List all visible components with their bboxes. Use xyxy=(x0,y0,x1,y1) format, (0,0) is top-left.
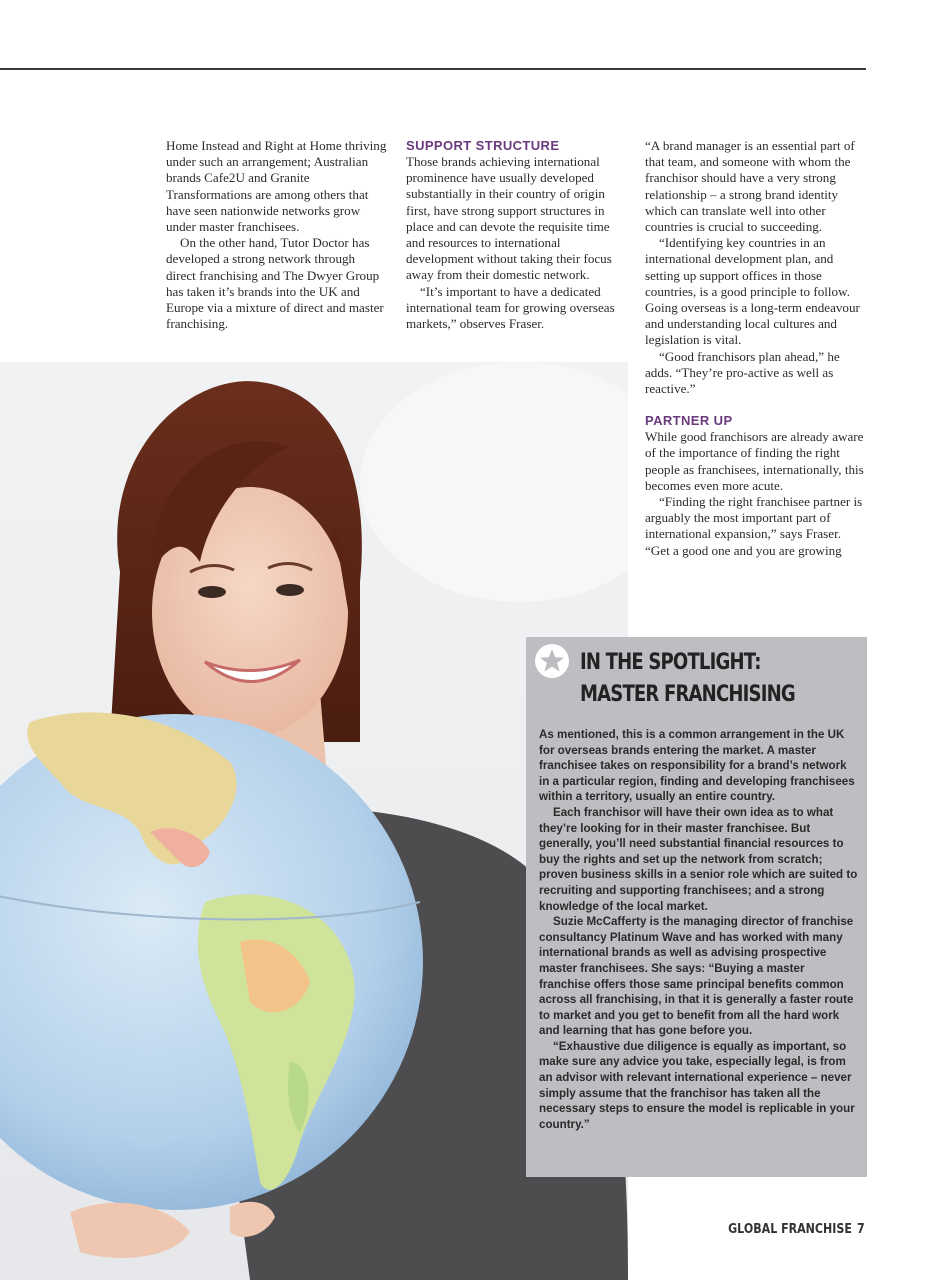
body-paragraph: “Finding the right franchisee partner is arguably the most important part of international expansion,” says Fraser. “Get a good one and you are growing xyxy=(645,494,863,558)
spotlight-box xyxy=(526,637,867,1177)
star-icon xyxy=(535,644,569,678)
body-paragraph: On the other hand, Tutor Doctor has developed a strong network through direct franchising and The Dwyer Group has taken it’s brands into the UK and Europe via a mixture of direct and master franchising. xyxy=(166,235,384,332)
spotlight-paragraph: Each franchisor will have their own idea as to what they’re looking for in their master franchisee. But generally, you’ll need substantial financial resources to buy the rights and set up the network from scratch; proven business skills in a senior role which are suited to recruiting and supporting franchisees; and a strong knowledge of the local market. xyxy=(539,805,858,913)
spotlight-title-line-1: IN THE SPOTLIGHT: xyxy=(580,650,761,675)
article-column-1 xyxy=(166,138,388,332)
page-footer xyxy=(728,1222,865,1237)
spotlight-title-line-2: MASTER FRANCHISING xyxy=(580,682,795,707)
body-paragraph: “Good franchisors plan ahead,” he adds. “They’re pro-active as well as reactive.” xyxy=(645,348,840,397)
body-paragraph: Home Instead and Right at Home thriving under such an arrangement; Australian brands Cafe2U and Granite Transformations are among others that have seen nationwide networks grow under master franchisees. xyxy=(166,138,387,235)
spotlight-body xyxy=(539,727,859,1132)
spotlight-paragraph: “Exhaustive due diligence is equally as important, so make sure any advice you take, especially legal, is from an advisor with relevant international experience – never simply assume that the franchisor has taken all the necessary steps to ensure the model is replicable in your country.” xyxy=(539,1039,855,1131)
body-paragraph: “It’s important to have a dedicated international team for growing overseas markets,” observes Fraser. xyxy=(406,283,615,332)
top-rule xyxy=(0,68,866,70)
spotlight-paragraph: As mentioned, this is a common arrangement in the UK for overseas brands entering the market. A master franchisee takes on responsibility for a brand’s network in a particular region, finding and developing franchisees within a territory, usually an entire country. xyxy=(539,728,855,804)
body-paragraph: “A brand manager is an essential part of that team, and someone with whom the franchisor should have a very strong relationship – a strong brand identity which can translate well into other countries is crucial to succeeding. xyxy=(645,138,855,235)
section-heading-support-structure: SUPPORT STRUCTURE xyxy=(406,138,560,153)
section-heading-partner-up: PARTNER UP xyxy=(645,413,733,429)
article-column-3 xyxy=(645,138,865,559)
spotlight-title xyxy=(580,647,795,711)
body-paragraph: While good franchisors are already aware of the importance of finding the right people as franchisees, internationally, this becomes even more acute. xyxy=(645,429,864,493)
article-column-2 xyxy=(406,138,630,332)
spotlight-paragraph: Suzie McCafferty is the managing director of franchise consultancy Platinum Wave and has worked with many international brands as well as advising prospective master franchisees. She says: “Buying a master franchise offers those same principal benefits common across all franchising, in that it is generally a faster route to market and you get to benefit from all the hard work and learning that has gone before you. xyxy=(539,915,854,1038)
body-paragraph: Those brands achieving international prominence have usually developed substantially in their country of origin first, have strong support structures in place and can devote the requisite time and resources to international development without taking their focus away from their domestic network. xyxy=(406,154,612,283)
publication-name: GLOBAL FRANCHISE xyxy=(728,1222,853,1237)
body-paragraph: “Identifying key countries in an international development plan, and setting up support offices in those countries, is a good principle to follow. Going overseas is a long-term endeavour and understanding local cultures and legislation is vital. xyxy=(645,235,860,348)
page-number: 7 xyxy=(857,1222,865,1237)
